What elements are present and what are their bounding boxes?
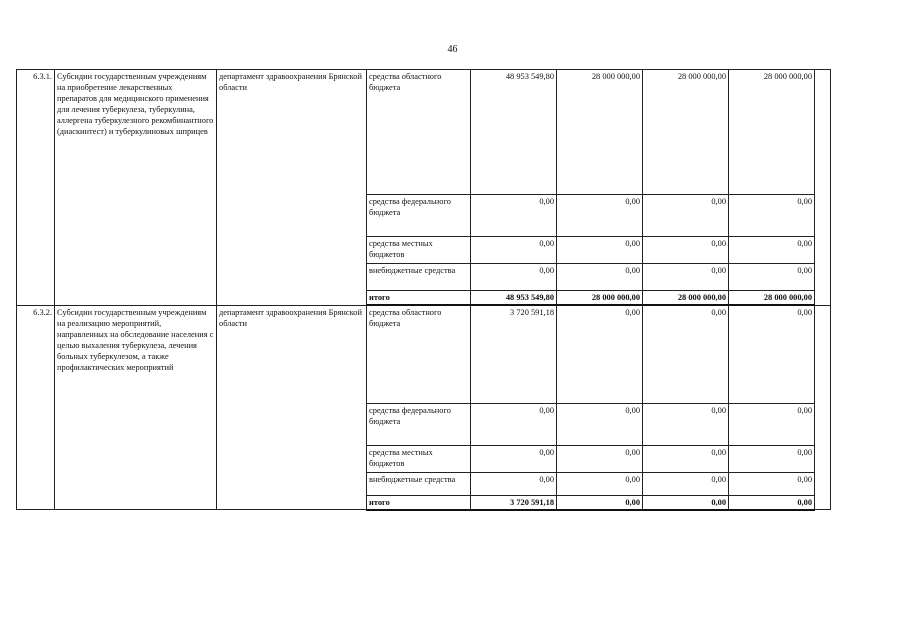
source-label: внебюджетные средства [367,264,471,291]
value-cell: 0,00 [643,305,729,403]
value-cell: 0,00 [643,264,729,291]
source-label: средства местных бюджетов [367,445,471,472]
value-cell: 0,00 [471,237,557,264]
value-cell: 0,00 [729,195,815,237]
value-cell: 0,00 [471,472,557,495]
value-cell: 3 720 591,18 [471,305,557,403]
item-code: 6.3.1. [17,70,55,306]
value-cell: 0,00 [643,403,729,445]
value-cell: 0,00 [557,264,643,291]
value-cell: 0,00 [729,403,815,445]
value-cell: 28 000 000,00 [557,70,643,195]
empty-column [815,305,831,510]
item-executor: департамент здравоохранения Брянской области [217,70,367,306]
source-label: итого [367,291,471,306]
value-cell: 28 000 000,00 [643,70,729,195]
value-cell: 0,00 [471,403,557,445]
value-cell: 0,00 [471,264,557,291]
value-cell: 48 953 549,80 [471,70,557,195]
value-cell: 0,00 [557,237,643,264]
value-cell: 0,00 [643,445,729,472]
value-cell: 0,00 [471,195,557,237]
empty-column [815,70,831,306]
value-cell: 28 000 000,00 [729,70,815,195]
value-cell: 0,00 [557,403,643,445]
value-cell: 0,00 [729,305,815,403]
value-cell: 0,00 [557,445,643,472]
total-cell: 28 000 000,00 [729,291,815,306]
value-cell: 0,00 [643,237,729,264]
page-number: 46 [447,44,458,55]
item-name: Субсидии государственным учреждениям на реализацию мероприятий, направленных на обследование населения с целью выхаления туберкулеза, лечения больных туберкулезом, а также профилактических мероприятий [55,305,217,510]
value-cell: 0,00 [643,472,729,495]
source-label: средства областного бюджета [367,70,471,195]
total-cell: 28 000 000,00 [643,291,729,306]
source-label: средства местных бюджетов [367,237,471,264]
source-label: средства областного бюджета [367,305,471,403]
value-cell: 0,00 [557,305,643,403]
value-cell: 0,00 [729,472,815,495]
table-row [17,70,831,195]
total-cell: 3 720 591,18 [471,495,557,510]
value-cell: 0,00 [729,445,815,472]
total-cell: 0,00 [643,495,729,510]
value-cell: 0,00 [643,195,729,237]
value-cell: 0,00 [729,264,815,291]
total-cell: 0,00 [729,495,815,510]
total-cell: 48 953 549,80 [471,291,557,306]
value-cell: 0,00 [729,237,815,264]
budget-table [16,69,831,511]
total-cell: 0,00 [557,495,643,510]
item-name: Субсидии государственным учреждениям на приобретение лекарственных препаратов для медицинского применения для лечения туберкулеза, туберкулина, аллергена туберкулезного рекомбинантного (диаскинтест) и туберкулиновых шприцев [55,70,217,306]
value-cell: 0,00 [557,195,643,237]
source-label: средства федерального бюджета [367,195,471,237]
source-label: внебюджетные средства [367,472,471,495]
source-label: средства федерального бюджета [367,403,471,445]
table-row [17,305,831,403]
item-code: 6.3.2. [17,305,55,510]
value-cell: 0,00 [557,472,643,495]
value-cell: 0,00 [471,445,557,472]
item-executor: департамент здравоохранения Брянской области [217,305,367,510]
source-label: итого [367,495,471,510]
total-cell: 28 000 000,00 [557,291,643,306]
